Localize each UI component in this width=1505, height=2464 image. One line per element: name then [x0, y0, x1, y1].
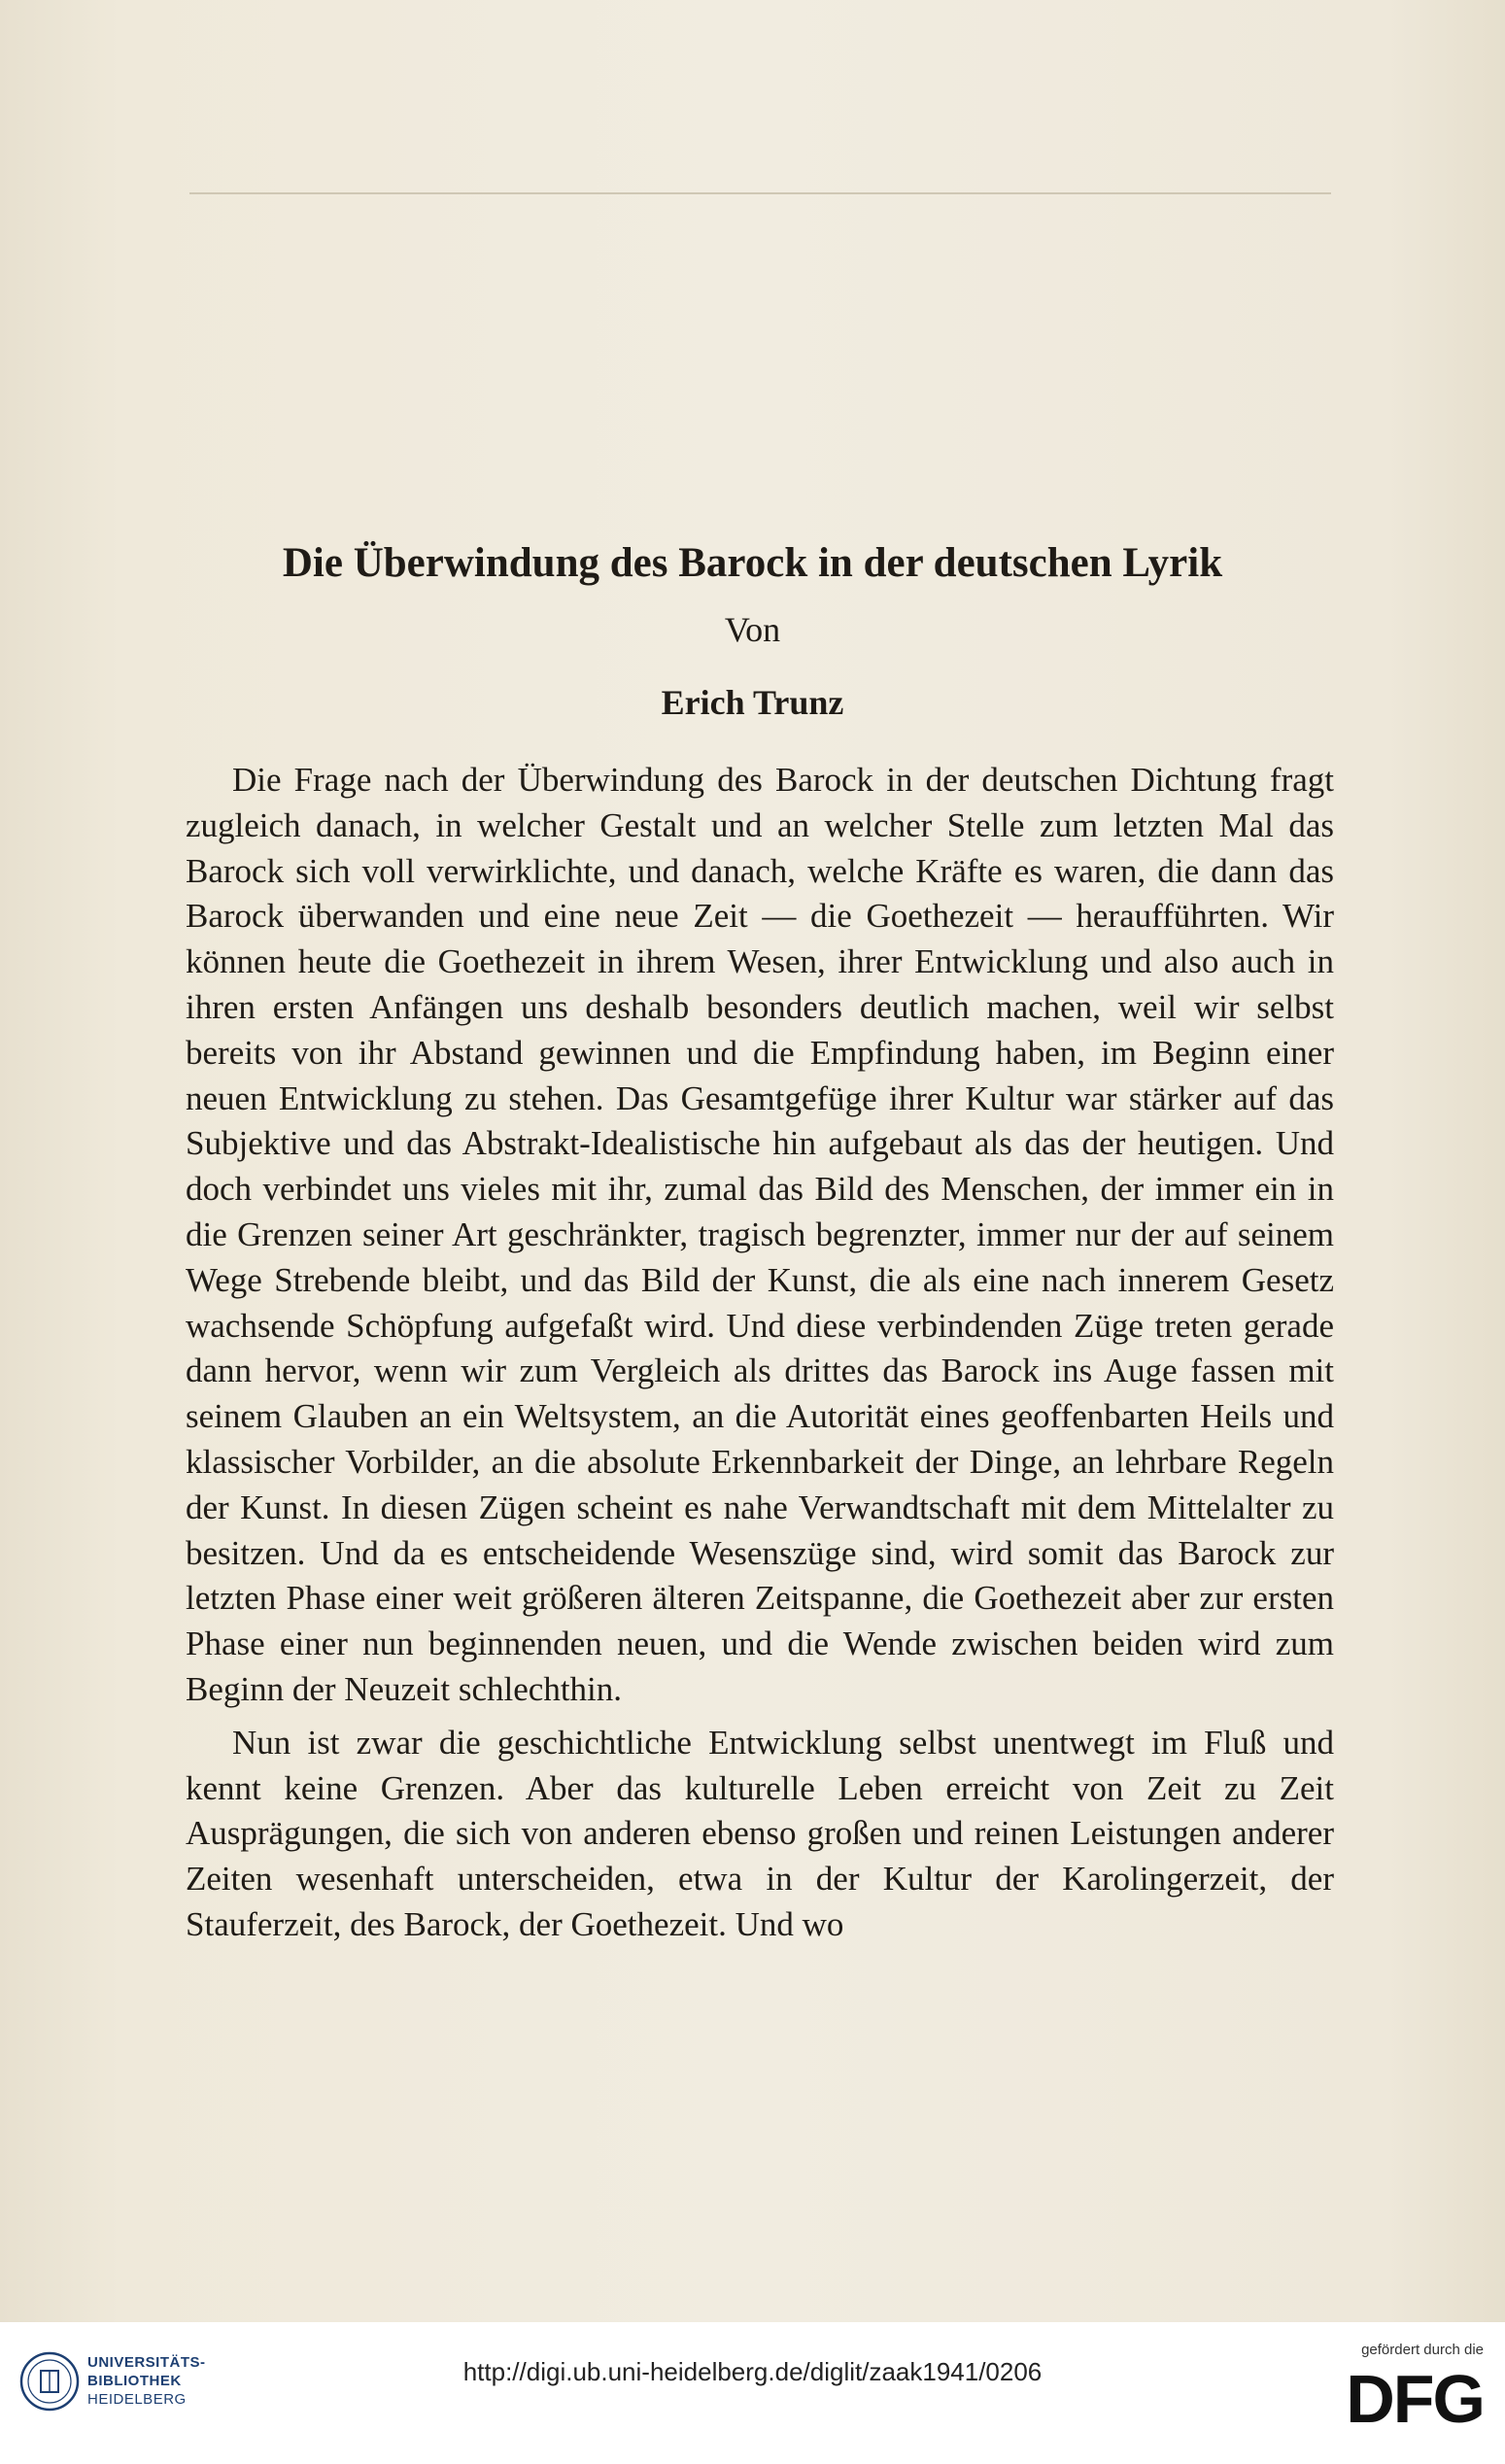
funder-caption: gefördert durch die — [1361, 2342, 1484, 2358]
byline-prefix: Von — [724, 610, 781, 649]
article-author: Erich Trunz — [661, 683, 844, 722]
library-name[interactable]: UNIVERSITÄTS- BIBLIOTHEK HEIDELBERG — [87, 2354, 206, 2408]
paragraph-2: Nun ist zwar die geschichtliche Entwicklung selbst unentwegt im Fluß und kennt keine Grenzen. Aber das kulturelle Leben erreicht von Zeit zu Zeit Ausprägungen, die sich von anderen ebenso großen und reinen Leistungen anderer Zeiten wesenhaft unterscheiden, etwa in der Kultur der Karolingerzeit, der Stauferzeit, des Barock, der Goethezeit. Und wo — [186, 1723, 1334, 1943]
bleed-through-header — [185, 136, 1331, 185]
article-title: Die Überwindung des Barock in der deutschen Lyrik — [282, 540, 1223, 586]
dfg-logo[interactable]: DFG — [1346, 2361, 1484, 2437]
paragraph-1: Die Frage nach der Überwindung des Barock in der deutschen Dichtung fragt zugleich danach, in welcher Gestalt und an welcher Stelle zum letzten Mal das Barock sich voll verwirklichte, und danach, welche Kräfte es waren, die dann das Barock überwanden und eine neue Zeit — die Goethezeit — heraufführten. Wir können heute die Goethezeit in ihrem Wesen, ihrer Entwicklung und also auch in ihren ersten Anfängen uns deshalb besonders deutlich machen, weil wir selbst bereits von ihr Abstand gewinnen und die Empfindung haben, im Beginn einer neuen Entwicklung zu stehen. Das Gesamtgefüge ihrer Kultur war stärker auf das Subjektive und das Abstrakt-Idealistische hin aufgebaut als das der heutigen. Und doch verbindet uns vieles mit ihr, zumal das Bild des Menschen, der immer ein in die Grenzen seiner Art geschränkter, tragisch begrenzter, immer nur der auf seinem Wege Strebende bleibt, und das Bild der Kunst, die als eine nach innerem Gesetz wachsende Schöpfung aufgefaßt wird. Und diese verbindenden Züge treten gerade dann hervor, wenn wir zum Vergleich als drittes das Barock ins Auge fassen mit seinem Glauben an ein Weltsystem, an die Autorität eines geoffenbarten Heils und klassischer Vorbilder, an die absolute Erkennbarkeit der Dinge, an lehrbare Regeln der Kunst. In diesen Zügen scheint es nahe Verwandtschaft mit dem Mittelalter zu besitzen. Und da es entscheidende Wesenszüge sind, wird somit das Barock zur letzten Phase einer weit größeren älteren Zeitspanne, die Goethezeit aber zur ersten Phase einer nun beginnenden neuen, und die Wende zwischen beiden wird zum Beginn der Neuzeit schlechthin. — [186, 761, 1334, 1708]
viewer-footer — [0, 2322, 1505, 2464]
bleed-through-rule — [189, 192, 1331, 194]
permalink-url[interactable]: http://digi.ub.uni-heidelberg.de/diglit/zaak1941/0206 — [462, 2357, 1043, 2386]
article-body — [186, 758, 1334, 1948]
